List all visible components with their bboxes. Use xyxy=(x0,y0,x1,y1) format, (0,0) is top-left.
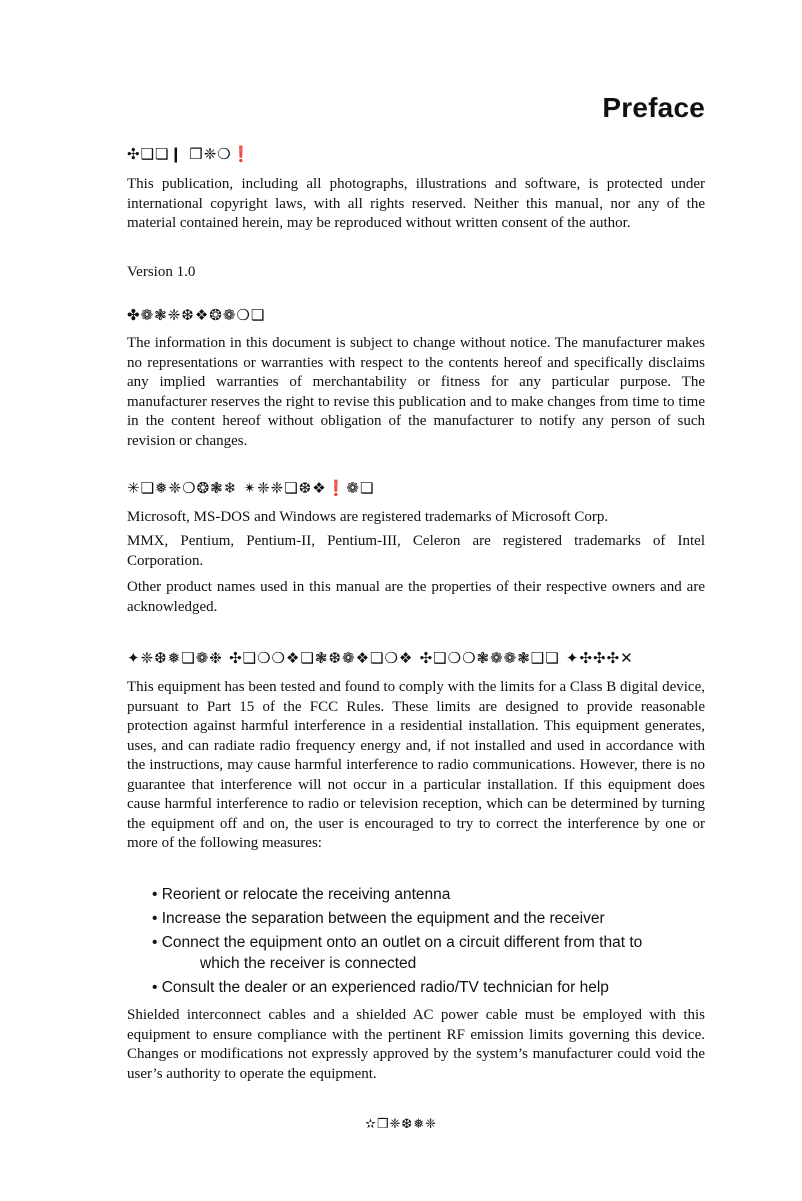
list-item-text: • Connect the equipment onto an outlet on a circuit different from that to xyxy=(152,934,643,951)
fcc-closing: Shielded interconnect cables and a shielded AC power cable must be employed with this equipment to ensure compliance with the pertinent RF emission limits governing this device. Changes or modifications not expressly approved by the system’s manufacturer could void the user’s authority to operate the equipment. xyxy=(127,1007,705,1082)
list-item xyxy=(152,884,712,905)
page-footer: ✫❒❈❆❅❈ xyxy=(364,1117,438,1132)
list-item-text: • Reorient or relocate the receiving antenna xyxy=(152,886,451,903)
page-title: Preface xyxy=(602,92,705,123)
list-item-text: • Increase the separation between the equipment and the receiver xyxy=(152,910,605,927)
list-item xyxy=(152,977,712,998)
trademark-item: MMX, Pentium, Pentium-II, Pentium-III, Celeron are registered trademarks of Intel Corporation. xyxy=(127,533,705,569)
list-item-text: • Consult the dealer or an experienced radio/TV technician for help xyxy=(152,979,609,996)
measures-list xyxy=(152,884,712,1001)
fcc-body: This equipment has been tested and found to comply with the limits for a Class B digital device, pursuant to Part 15 of the FCC Rules. These limits are designed to provide reasonable protection against harmful interference in a residential installation. This equipment generates, uses, and can radiate radio frequency energy and, if not installed and used in accordance with the instructions, may cause harmful interference to radio communications. However, there is no guarantee that interference will not occur in a particular installation. If this equipment does cause harmful interference to radio or television reception, which can be determined by turning the equipment off and on, the user is encouraged to try to correct the interference by one or more of the following measures: xyxy=(127,679,705,851)
trademark-item: Other product names used in this manual are the properties of their respective owners and are acknowledged. xyxy=(127,579,705,615)
trademarks-heading: ✳❏❅❈❍❂❃❄ ✴❈❈❏❆❖❗❁❏ xyxy=(127,479,375,497)
copyright-body: This publication, including all photographs, illustrations and software, is protected under international copyright laws, with all rights reserved. Neither this manual, nor any of the material contained herein, may be reproduced without written consent of the author. xyxy=(127,176,705,231)
fcc-heading: ✦❈❆❅❏❁❉ ✣❑❍❍❖❏❃❆❁❖❏❍❖ ✣❑❍❍❃❁❁❃❑❏ ✦✣✣✣✕ xyxy=(127,649,634,667)
version-text: Version 1.0 xyxy=(127,264,196,280)
list-item xyxy=(152,908,712,929)
list-item xyxy=(152,932,712,974)
trademark-item: Microsoft, MS-DOS and Windows are registered trademarks of Microsoft Corp. xyxy=(127,509,609,525)
copyright-heading: ✣❑❏❙ ❒❈❍❗ xyxy=(127,145,252,163)
disclaimer-heading: ✤❁❃❈❆❖❂❁❍❏ xyxy=(127,306,266,324)
disclaimer-body: The information in this document is subject to change without notice. The manufacturer makes no representations or warranties with respect to the contents hereof and specifically disclaims any implied warranties of merchantability or fitness for any particular purpose. The manufacturer reserves the right to revise this publication and to make changes from time to time in the content hereof without obligation of the manufacturer to notify any person of such revision or changes. xyxy=(127,335,705,449)
list-item-continuation: which the receiver is connected xyxy=(200,955,417,972)
